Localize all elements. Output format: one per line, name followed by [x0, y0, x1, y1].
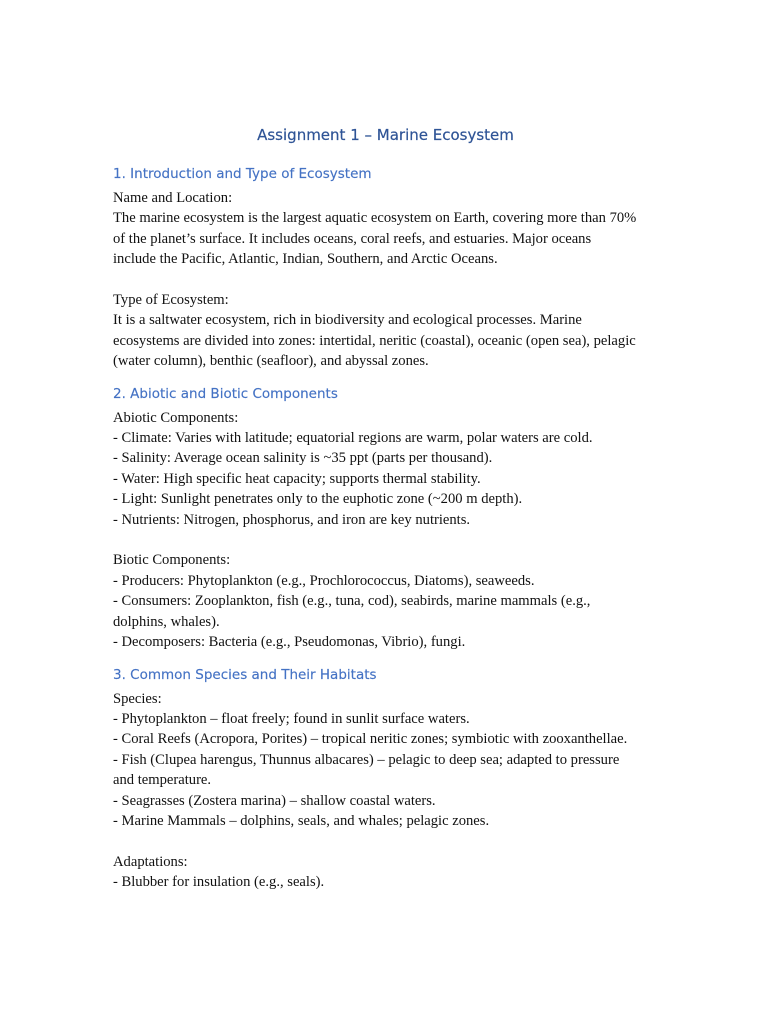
section-3 — [113, 663, 658, 893]
text-line: - Blubber for insulation (e.g., seals). — [113, 874, 325, 891]
paragraph-spacer — [113, 530, 658, 550]
text-line: - Coral Reefs (Acropora, Porites) – tropical neritic zones; symbiotic with zooxanthellae. — [113, 731, 628, 748]
paragraph-block — [113, 689, 658, 832]
section-heading: 2. Abiotic and Biotic Components — [113, 385, 338, 402]
subheading-line: Biotic Components: — [113, 552, 231, 569]
paragraph-block — [113, 188, 658, 270]
text-line: - Light: Sunlight penetrates only to the euphotic zone (~200 m depth). — [113, 491, 523, 508]
text-line: - Consumers: Zooplankton, fish (e.g., tuna, cod), seabirds, marine mammals (e.g., — [113, 593, 591, 610]
text-line: dolphins, whales). — [113, 613, 220, 630]
paragraph-block — [113, 550, 658, 652]
text-line: include the Pacific, Atlantic, Indian, Southern, and Arctic Oceans. — [113, 251, 498, 268]
text-line: The marine ecosystem is the largest aquatic ecosystem on Earth, covering more than 70% — [113, 210, 637, 227]
text-line: - Nutrients: Nitrogen, phosphorus, and iron are key nutrients. — [113, 511, 471, 528]
paragraph-spacer — [113, 831, 658, 851]
text-line: (water column), benthic (seafloor), and abyssal zones. — [113, 353, 429, 370]
subheading-line: Adaptations: — [113, 853, 188, 870]
text-line: - Phytoplankton – float freely; found in sunlit surface waters. — [113, 710, 470, 727]
paragraph-spacer — [113, 270, 658, 290]
document-title: Assignment 1 – Marine Ecosystem — [257, 126, 514, 144]
paragraph-block — [113, 852, 658, 893]
text-line: - Salinity: Average ocean salinity is ~35 ppt (parts per thousand). — [113, 450, 493, 467]
paragraph-block — [113, 290, 658, 372]
section-heading: 3. Common Species and Their Habitats — [113, 666, 377, 683]
section-1 — [113, 162, 658, 372]
text-line: and temperature. — [113, 772, 212, 789]
section-heading: 1. Introduction and Type of Ecosystem — [113, 166, 372, 182]
subheading-line: Type of Ecosystem: — [113, 292, 229, 309]
text-line: - Producers: Phytoplankton (e.g., Prochlorococcus, Diatoms), seaweeds. — [113, 572, 535, 589]
subheading-line: Species: — [113, 690, 162, 707]
text-line: - Seagrasses (Zostera marina) – shallow coastal waters. — [113, 792, 436, 809]
section-2 — [113, 382, 658, 653]
paragraph-block — [113, 408, 658, 530]
subheading-line: Abiotic Components: — [113, 409, 239, 426]
sections-container — [113, 162, 658, 893]
text-line: - Fish (Clupea harengus, Thunnus albacares) – pelagic to deep sea; adapted to pressure — [113, 751, 620, 768]
document-body — [113, 122, 658, 903]
text-line: It is a saltwater ecosystem, rich in biodiversity and ecological processes. Marine — [113, 312, 582, 329]
text-line: - Decomposers: Bacteria (e.g., Pseudomonas, Vibrio), fungi. — [113, 634, 466, 651]
text-line: ecosystems are divided into zones: intertidal, neritic (coastal), oceanic (open sea), pelagic — [113, 332, 636, 349]
text-line: of the planet’s surface. It includes oceans, coral reefs, and estuaries. Major oceans — [113, 230, 592, 247]
text-line: - Climate: Varies with latitude; equatorial regions are warm, polar waters are cold. — [113, 430, 593, 447]
text-line: - Marine Mammals – dolphins, seals, and whales; pelagic zones. — [113, 812, 490, 829]
text-line: - Water: High specific heat capacity; supports thermal stability. — [113, 470, 481, 487]
subheading-line: Name and Location: — [113, 190, 233, 206]
